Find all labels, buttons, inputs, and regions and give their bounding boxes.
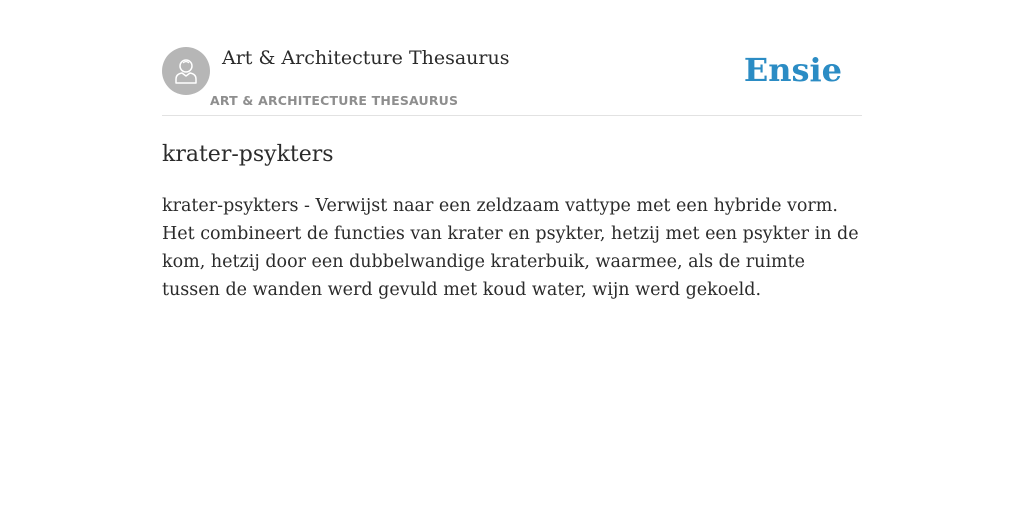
entry-title: krater-psykters [162, 142, 334, 167]
author-avatar[interactable] [162, 47, 210, 95]
header [162, 0, 862, 116]
user-icon [171, 56, 201, 86]
page [162, 0, 862, 512]
source-link[interactable]: ART & ARCHITECTURE THESAURUS [210, 93, 459, 108]
ensie-logo[interactable]: Ensie [743, 51, 842, 89]
author-name[interactable]: Art & Architecture Thesaurus [222, 47, 510, 69]
entry-definition: krater-psykters - Verwijst naar een zeldzaam vattype met een hybride vorm. Het combineert de functies van krater en psykter, hetzij met een psykter in de kom, hetzij door een dubbelwandige kraterbuik, waarmee, als de ruimte tussen de wanden werd gevuld met koud water, wijn werd gekoeld. [162, 196, 859, 300]
